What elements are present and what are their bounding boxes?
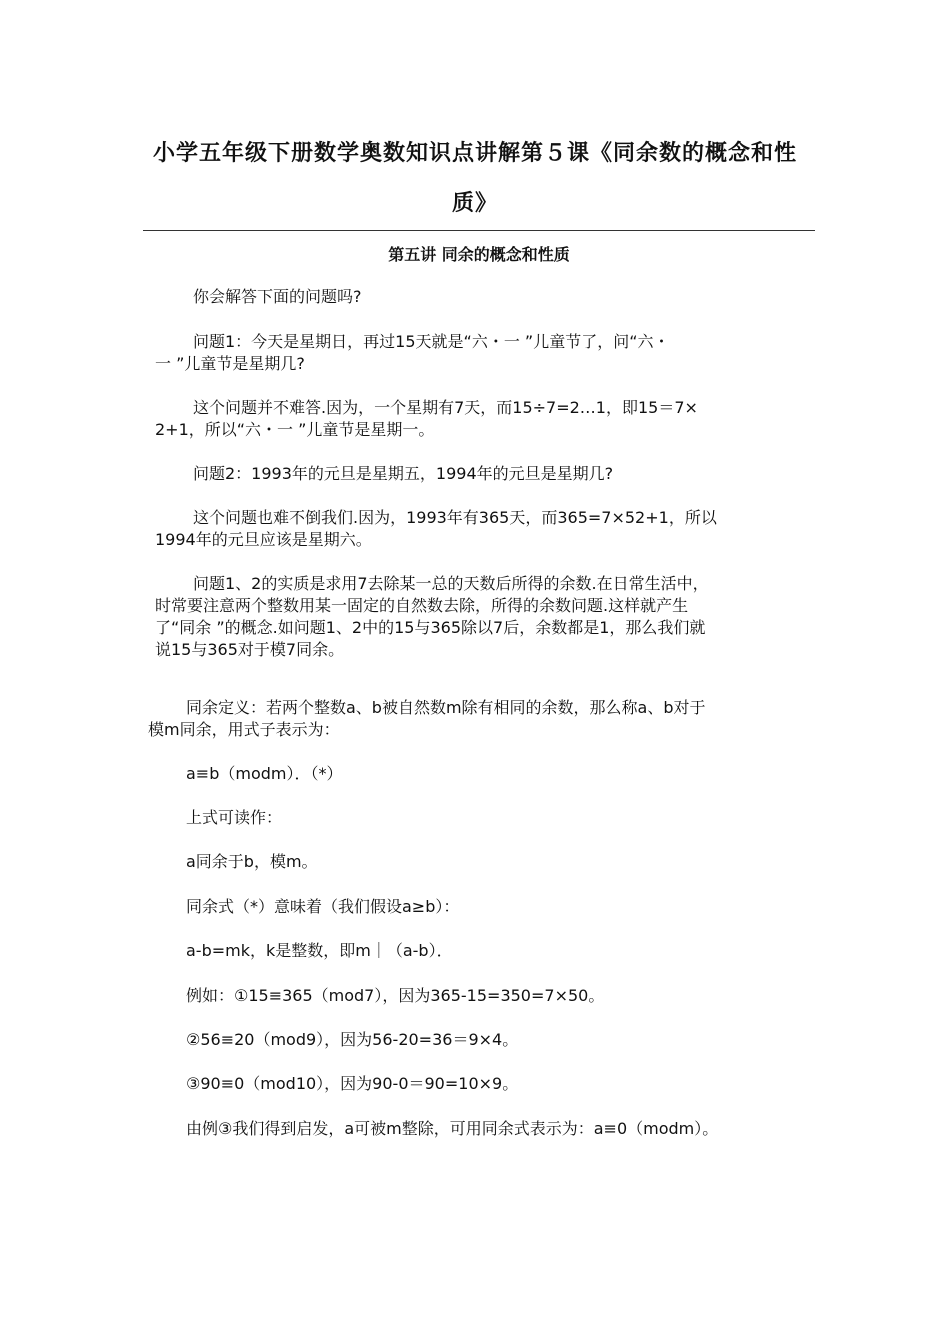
example <box>186 985 846 1007</box>
paragraph-line: ③90≡0（mod10），因为90-0＝90=10×9。 <box>186 1074 519 1093</box>
paragraph-line: 由例③我们得到启发，a可被m整除，可用同余式表示为：a≡0（modm）。 <box>186 1119 719 1138</box>
paragraph <box>148 697 808 741</box>
paragraph-line: a同余于b，模m。 <box>186 852 318 871</box>
paragraph-line: 你会解答下面的问题吗? <box>193 287 362 306</box>
example <box>186 1029 846 1051</box>
paragraph-line: 问题1：今天是星期日，再过15天就是“六・一 ”儿童节了，问“六・ <box>193 332 670 351</box>
paragraph <box>155 463 815 485</box>
paragraph-line: ②56≡20（mod9），因为56-20=36＝9×4。 <box>186 1030 519 1049</box>
paragraph-line: 问题2：1993年的元旦是星期五，1994年的元旦是星期几? <box>193 464 614 483</box>
paragraph-line: 模m同余，用式子表示为： <box>148 720 340 739</box>
paragraph-line: 说15与365对于模7同余。 <box>155 640 345 659</box>
paragraph <box>155 286 815 308</box>
paragraph-line: 上式可读作： <box>186 808 283 827</box>
formula <box>186 763 846 785</box>
paragraph <box>186 851 846 873</box>
title-divider <box>143 230 815 231</box>
paragraph <box>155 397 815 441</box>
paragraph-line: 了“同余 ”的概念.如问题1、2中的15与365除以7后，余数都是1，那么我们就 <box>155 618 706 637</box>
paragraph-line: 一 ”儿童节是星期几? <box>155 354 305 373</box>
paragraph <box>186 896 846 918</box>
paragraph-line: 这个问题也难不倒我们.因为，1993年有365天，而365=7×52+1，所以 <box>193 508 717 527</box>
example <box>186 1073 846 1095</box>
paragraph-line: 同余式（*）意味着（我们假设a≥b）： <box>186 897 460 916</box>
paragraph <box>155 331 815 375</box>
document-title-line-2: 质》 <box>451 191 498 216</box>
paragraph <box>186 807 846 829</box>
paragraph-line: 1994年的元旦应该是星期六。 <box>155 530 372 549</box>
paragraph-line: 问题1、2的实质是求用7去除某一总的天数后所得的余数.在日常生活中， <box>193 574 709 593</box>
lecture-heading: 第五讲 同余的概念和性质 <box>388 245 570 264</box>
paragraph <box>155 573 815 661</box>
paragraph-line: a≡b（modm）．（*） <box>186 764 343 783</box>
paragraph-line: a-b=mk，k是整数，即m｜（a-b）． <box>186 941 453 960</box>
document-title-line-1: 小学五年级下册数学奥数知识点讲解第５课《同余数的概念和性 <box>152 141 797 166</box>
paragraph-line: 2+1，所以“六・一 ”儿童节是星期一。 <box>155 420 435 439</box>
paragraph-line: 同余定义：若两个整数a、b被自然数m除有相同的余数，那么称a、b对于 <box>186 698 706 717</box>
paragraph-line: 时常要注意两个整数用某一固定的自然数去除，所得的余数问题.这样就产生 <box>155 596 689 615</box>
paragraph-line: 这个问题并不难答.因为，一个星期有7天，而15÷7=2…1，即15＝7× <box>193 398 698 417</box>
paragraph <box>155 507 815 551</box>
paragraph <box>186 1118 846 1140</box>
paragraph-line: 例如：①15≡365（mod7），因为365-15=350=7×50。 <box>186 986 605 1005</box>
formula <box>186 940 846 962</box>
